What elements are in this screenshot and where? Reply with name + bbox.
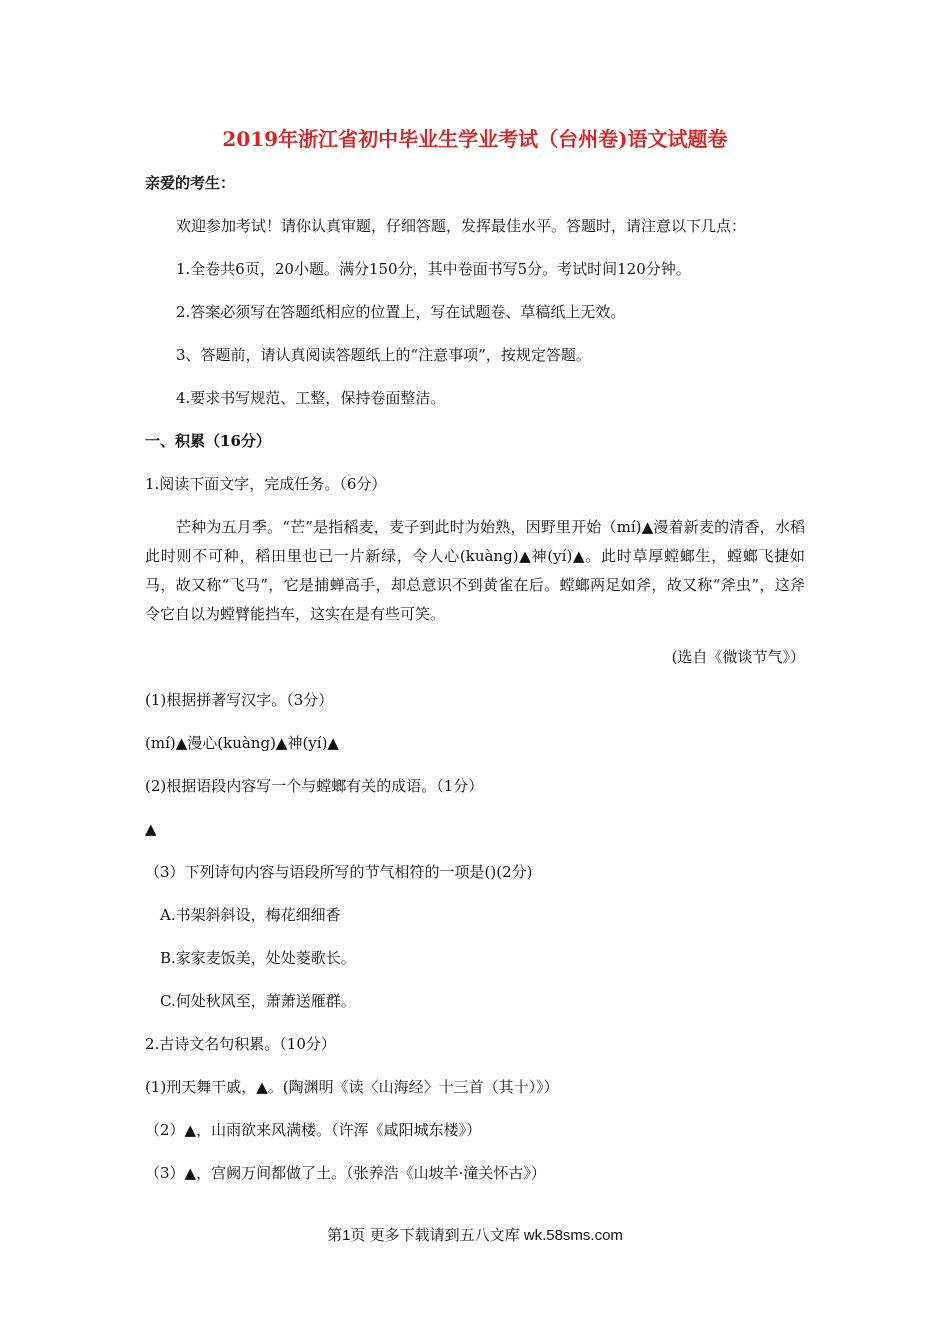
note-3: 3、答题前，请认真阅读答题纸上的“注意事项”，按规定答题。 bbox=[176, 346, 591, 364]
question-1-stem: 1.阅读下面文字，完成任务。（6分） bbox=[145, 475, 387, 493]
option-b: B.家家麦饭美，处处菱歌长。 bbox=[160, 949, 356, 967]
passage-source: (选自《微谈节气》） bbox=[671, 648, 805, 666]
reading-passage: 芒种为五月季。“芒”是指稻麦，麦子到此时为始熟，因野里开始（mí)▲漫着新麦的清香，水稻此时则不可种，稻田里也已一片新绿，令人心(kuàng)▲神(yí)▲。此时草厚螳螂生，螳螂飞捷如马，故又称“飞马”，它是捕蝉高手，却总意识不到黄雀在后。螳螂两足如斧，故又称“斧虫”，这斧令它自以为螳臂能挡车，这实在是有些可笑。 bbox=[145, 518, 805, 623]
note-4: 4.要求书写规范、工整，保持卷面整洁。 bbox=[176, 389, 446, 407]
answer-blank-1: (mí)▲漫心(kuàng)▲神(yí)▲ bbox=[145, 734, 339, 752]
page-footer: 第1页 更多下载请到五八文库 wk.58sms.com bbox=[327, 1227, 623, 1244]
question-1-sub-2: (2)根据语段内容写一个与螳螂有关的成语。（1分） bbox=[145, 777, 484, 795]
question-1-sub-1: (1)根据拼著写汉字。（3分） bbox=[145, 691, 334, 709]
question-2-item-1: (1)刑天舞干戚，▲。(陶渊明《读〈山海经〉十三首（其十）》） bbox=[145, 1078, 559, 1096]
question-1-sub-3: （3）下列诗句内容与语段所写的节气相符的一项是()(2分) bbox=[145, 863, 533, 881]
answer-blank-2: ▲ bbox=[145, 820, 157, 838]
page-title: 2019年浙江省初中毕业生学业考试（台州卷)语文试题卷 bbox=[222, 127, 728, 151]
question-2-item-3: （3）▲，宫阙万间都做了土。（张养浩《山坡羊·潼关怀古》） bbox=[145, 1164, 546, 1182]
note-2: 2.答案必须写在答题纸相应的位置上，写在试题卷、草稿纸上无效。 bbox=[176, 303, 626, 321]
question-2-stem: 2.古诗文名句积累。（10分） bbox=[145, 1035, 336, 1053]
intro-text: 欢迎参加考试！请你认真审题，仔细答题，发挥最佳水平。答题时，请注意以下几点： bbox=[176, 217, 747, 235]
option-c: C.何处秋风至，萧萧送雁群。 bbox=[160, 992, 356, 1010]
greeting: 亲爱的考生： bbox=[145, 174, 236, 192]
option-a: A.书架斜斜设，梅花细细香 bbox=[160, 906, 341, 924]
section-heading: 一、积累（16分） bbox=[145, 432, 271, 450]
note-1: 1.全卷共6页，20小题。满分150分，其中卷面书写5分。考试时间120分钟。 bbox=[176, 260, 691, 278]
question-2-item-2: （2）▲，山雨欲来风满楼。（许浑《咸阳城东楼》） bbox=[145, 1121, 482, 1139]
